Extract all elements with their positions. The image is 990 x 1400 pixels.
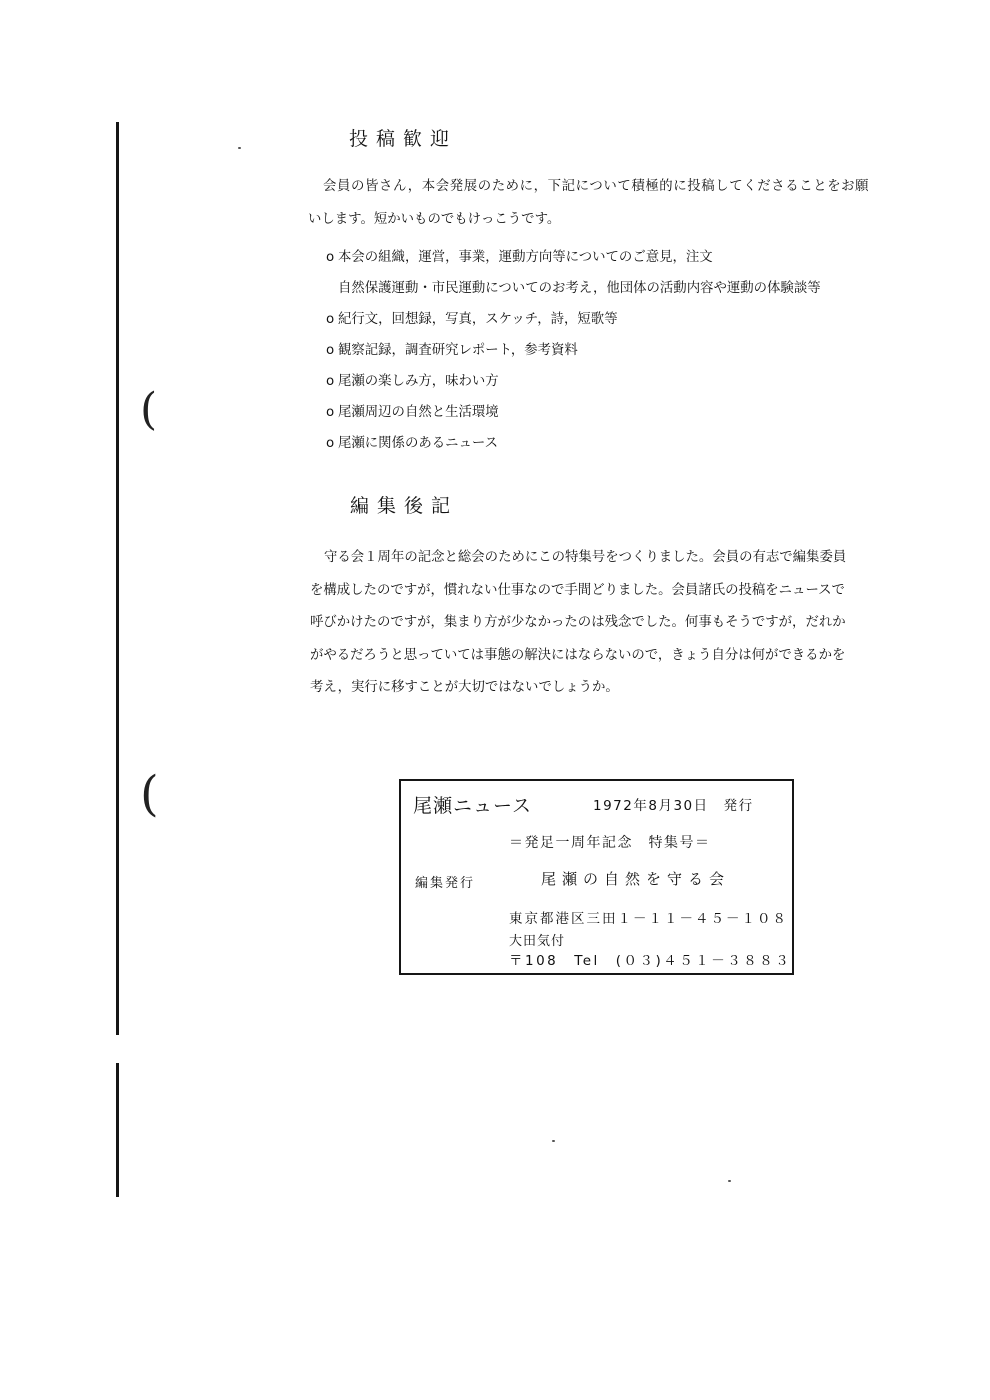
afterword-line: を構成したのですが，慣れない仕事なので手間どりました。会員諸氏の投稿をニュースで xyxy=(310,582,845,598)
scan-speck xyxy=(238,147,241,149)
bullet-mark: o xyxy=(326,436,335,451)
list-item xyxy=(326,304,886,335)
bullet-mark: o xyxy=(326,312,335,327)
submissions-intro xyxy=(308,170,892,236)
list-item xyxy=(326,273,886,304)
bullet-mark: o xyxy=(326,374,335,389)
afterword-heading: 編集後記 xyxy=(350,495,459,517)
list-item-text: 観察記録，調査研究レポート，参考資料 xyxy=(338,343,578,358)
bullet-mark: o xyxy=(326,405,335,420)
scan-speck xyxy=(552,1140,555,1142)
afterword-body xyxy=(310,542,890,705)
care-of: 大田気付 xyxy=(509,934,566,949)
list-item-text: 本会の組織，運営，事業，運動方向等についてのご意見，注文 xyxy=(338,250,713,265)
afterword-line: がやるだろうと思っていては事態の解決にはならないので，きょう自分は何ができるかを xyxy=(310,647,846,663)
punch-hole-mark-lower: ( xyxy=(140,766,159,822)
bullet-mark: o xyxy=(326,250,335,265)
list-item-text: 尾瀬周辺の自然と生活環境 xyxy=(338,405,499,420)
afterword-line: 呼びかけたのですが，集まり方が少なかったのは残念でした。何事もそうですが，だれか xyxy=(310,615,846,630)
list-item-text: 尾瀬に関係のあるニュース xyxy=(338,436,499,451)
submissions-intro-line: 会員の皆さん，本会発展のために，下記について積極的に投稿してくださることをお願 xyxy=(323,179,870,194)
punch-hole-mark-upper: ( xyxy=(140,384,158,435)
postal-and-telephone: 〒108 Tel (０３)４５１－３８８３ xyxy=(509,953,792,969)
special-issue-subtitle: ＝発足一周年記念 特集号＝ xyxy=(509,835,711,851)
list-item-text: 自然保護運動・市民運動についてのお考え，他団体の活動内容や運動の体験談等 xyxy=(338,281,821,296)
scan-speck xyxy=(728,1180,731,1182)
publisher-label: 編集発行 xyxy=(415,876,476,891)
bullet-mark: o xyxy=(326,343,335,358)
colophon-box xyxy=(399,779,794,975)
binding-edge-gap xyxy=(116,1035,119,1063)
list-item xyxy=(326,335,886,366)
submissions-intro-line: いします。短かいものでもけっこうです。 xyxy=(308,212,561,227)
afterword-line: 考え，実行に移すことが大切ではないでしょうか。 xyxy=(310,680,619,695)
list-item xyxy=(326,366,886,397)
submissions-heading: 投稿歓迎 xyxy=(349,128,458,150)
publication-date: 1972年8月30日 発行 xyxy=(593,798,754,814)
afterword-line: 守る会１周年の記念と総会のためにこの特集号をつくりました。会員の有志で編集委員 xyxy=(324,550,847,565)
list-item-text: 尾瀬の楽しみ方，味わい方 xyxy=(338,374,499,389)
list-item xyxy=(326,397,886,428)
address: 東京都港区三田１－１１－４５－１０８ xyxy=(509,911,788,927)
list-item-text: 紀行文，回想録，写真，スケッチ，詩，短歌等 xyxy=(338,312,618,327)
submission-topics-list xyxy=(326,242,886,459)
list-item xyxy=(326,428,886,459)
list-item xyxy=(326,242,886,273)
newsletter-title: 尾瀬ニュース xyxy=(413,795,533,817)
organization-name: 尾瀬の自然を守る会 xyxy=(541,870,731,888)
